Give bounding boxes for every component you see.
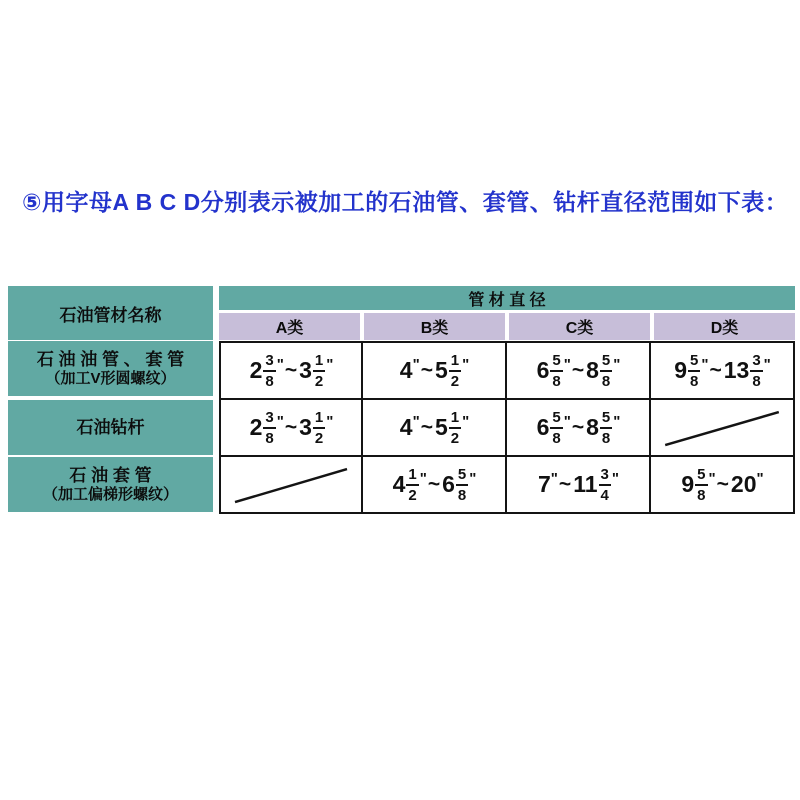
fraction-denominator: 8 [697, 486, 706, 504]
diameter-header-group [219, 286, 795, 340]
inch-mark: " [563, 413, 570, 430]
fraction-numerator: 5 [550, 410, 562, 429]
fraction-numerator: 1 [313, 353, 325, 372]
fraction [695, 467, 707, 503]
whole-number: 2 [249, 414, 263, 440]
inch-mark: " [326, 356, 333, 373]
diagonal-line [221, 457, 361, 512]
range-tilde: ~ [284, 358, 298, 382]
whole-number: 9 [674, 357, 687, 383]
range-tilde: ~ [420, 358, 433, 382]
class-header-b: B类 [364, 313, 505, 340]
diameter-cell [219, 455, 363, 514]
table-row [8, 398, 795, 457]
fraction-denominator: 8 [552, 429, 561, 447]
range-tilde: ~ [571, 358, 585, 382]
inch-mark: " [276, 413, 283, 430]
fraction-denominator: 8 [601, 372, 611, 390]
inch-mark: " [462, 413, 469, 430]
fraction-numerator: 1 [313, 410, 325, 429]
fraction [456, 467, 468, 503]
whole-number: 8 [586, 414, 599, 440]
pipe-diameter-table [8, 286, 795, 514]
fraction [599, 467, 611, 503]
fraction [263, 353, 275, 389]
diameter-cell [649, 341, 795, 400]
diameter-cell [505, 398, 651, 457]
pipe-name-line: （加工偏梯形螺纹） [42, 485, 178, 503]
fraction-numerator: 5 [456, 467, 468, 486]
fraction-denominator: 2 [450, 372, 460, 390]
range-tilde: ~ [420, 415, 433, 439]
range-tilde: ~ [427, 472, 441, 496]
inch-mark: " [326, 413, 333, 430]
inch-mark: " [550, 470, 557, 487]
whole-number: 11 [573, 471, 598, 497]
fraction [600, 353, 612, 389]
diameter-cell [361, 455, 507, 514]
fraction-denominator: 8 [690, 372, 699, 390]
whole-number: 3 [299, 357, 312, 383]
table-row [8, 455, 795, 514]
diameter-cell [361, 398, 507, 457]
inch-mark: " [412, 413, 419, 430]
diameter-cell [219, 341, 363, 400]
inch-mark: " [763, 356, 770, 373]
fraction [313, 353, 325, 389]
fraction-denominator: 2 [450, 429, 460, 447]
fraction-numerator: 1 [406, 467, 418, 486]
fraction [550, 353, 562, 389]
pipe-name-line: 石 油 油 管 、 套 管 [36, 349, 185, 369]
whole-number: 5 [434, 414, 448, 440]
diameter-cell [505, 455, 651, 514]
fraction-denominator: 8 [601, 429, 611, 447]
table-body [8, 341, 795, 514]
diameter-cell [649, 398, 795, 457]
fraction-numerator: 5 [600, 410, 612, 429]
inch-mark: " [563, 356, 570, 373]
fraction-denominator: 8 [457, 486, 467, 504]
whole-number: 3 [299, 414, 312, 440]
whole-number: 2 [249, 357, 263, 383]
pipe-name-line: （加工V形圆螺纹） [45, 369, 176, 387]
diameter-cell [505, 341, 651, 400]
inch-mark: " [613, 413, 620, 430]
fraction-numerator: 5 [695, 467, 707, 486]
inch-mark: " [412, 356, 419, 373]
inch-mark: " [708, 470, 715, 487]
whole-number: 6 [442, 471, 455, 497]
fraction-denominator: 8 [265, 429, 274, 447]
pipe-name-cell [8, 400, 213, 455]
range-tilde: ~ [284, 415, 298, 439]
whole-number: 9 [681, 471, 695, 497]
fraction-numerator: 1 [449, 353, 461, 372]
fraction [550, 410, 562, 446]
fraction-numerator: 5 [550, 353, 562, 372]
fraction-numerator: 5 [600, 353, 612, 372]
table-row [8, 341, 795, 400]
pipe-name-line: 石 油 套 管 [69, 465, 152, 485]
fraction [263, 410, 275, 446]
fraction-numerator: 5 [688, 353, 700, 372]
whole-number: 8 [586, 357, 599, 383]
fraction [313, 410, 325, 446]
table-header [8, 286, 795, 340]
inch-mark: " [613, 356, 620, 373]
name-column-header: 石油管材名称 [8, 286, 213, 340]
fraction [600, 410, 612, 446]
whole-number: 4 [399, 357, 413, 383]
fraction-numerator: 3 [263, 410, 275, 429]
inch-mark: " [469, 470, 476, 487]
diameter-header: 管 材 直 径 [219, 286, 795, 310]
diameter-cell [649, 455, 795, 514]
fraction-denominator: 2 [314, 372, 324, 390]
fraction-denominator: 4 [600, 486, 609, 504]
whole-number: 20 [730, 471, 757, 497]
range-tilde: ~ [709, 358, 722, 382]
pipe-name-cell [8, 341, 213, 396]
whole-number: 5 [434, 357, 448, 383]
fraction-denominator: 2 [408, 486, 417, 504]
class-header-a: A类 [219, 313, 360, 340]
whole-number: 4 [392, 471, 406, 497]
fraction-denominator: 8 [752, 372, 761, 390]
whole-number: 7 [538, 471, 551, 497]
diameter-cell [361, 341, 507, 400]
whole-number: 4 [399, 414, 413, 440]
inch-mark: " [611, 470, 618, 487]
diagonal-line [651, 400, 793, 455]
inch-mark: " [701, 356, 708, 373]
whole-number: 6 [536, 357, 550, 383]
pipe-name-line: 石油钻杆 [76, 417, 145, 437]
fraction [449, 410, 461, 446]
diameter-cell [219, 398, 363, 457]
range-tilde: ~ [716, 472, 729, 496]
inch-mark: " [276, 356, 283, 373]
fraction [750, 353, 762, 389]
fraction [449, 353, 461, 389]
range-tilde: ~ [571, 415, 585, 439]
fraction-numerator: 3 [263, 353, 275, 372]
fraction-denominator: 8 [265, 372, 274, 390]
inch-mark: " [462, 356, 469, 373]
fraction-numerator: 1 [449, 410, 461, 429]
fraction-numerator: 3 [750, 353, 762, 372]
range-tilde: ~ [558, 472, 572, 496]
pipe-name-cell [8, 457, 213, 512]
class-header-row [219, 313, 795, 340]
whole-number: 13 [723, 357, 750, 383]
fraction [406, 467, 418, 503]
fraction-denominator: 2 [314, 429, 324, 447]
inch-mark: " [756, 470, 763, 487]
class-header-c: C类 [509, 313, 650, 340]
class-header-d: D类 [654, 313, 795, 340]
inch-mark: " [419, 470, 426, 487]
page-title: ⑤用字母A B C D分别表示被加工的石油管、套管、钻杆直径范围如下表： [22, 189, 789, 215]
whole-number: 6 [536, 414, 550, 440]
fraction-numerator: 3 [599, 467, 611, 486]
fraction-denominator: 8 [552, 372, 561, 390]
fraction [688, 353, 700, 389]
